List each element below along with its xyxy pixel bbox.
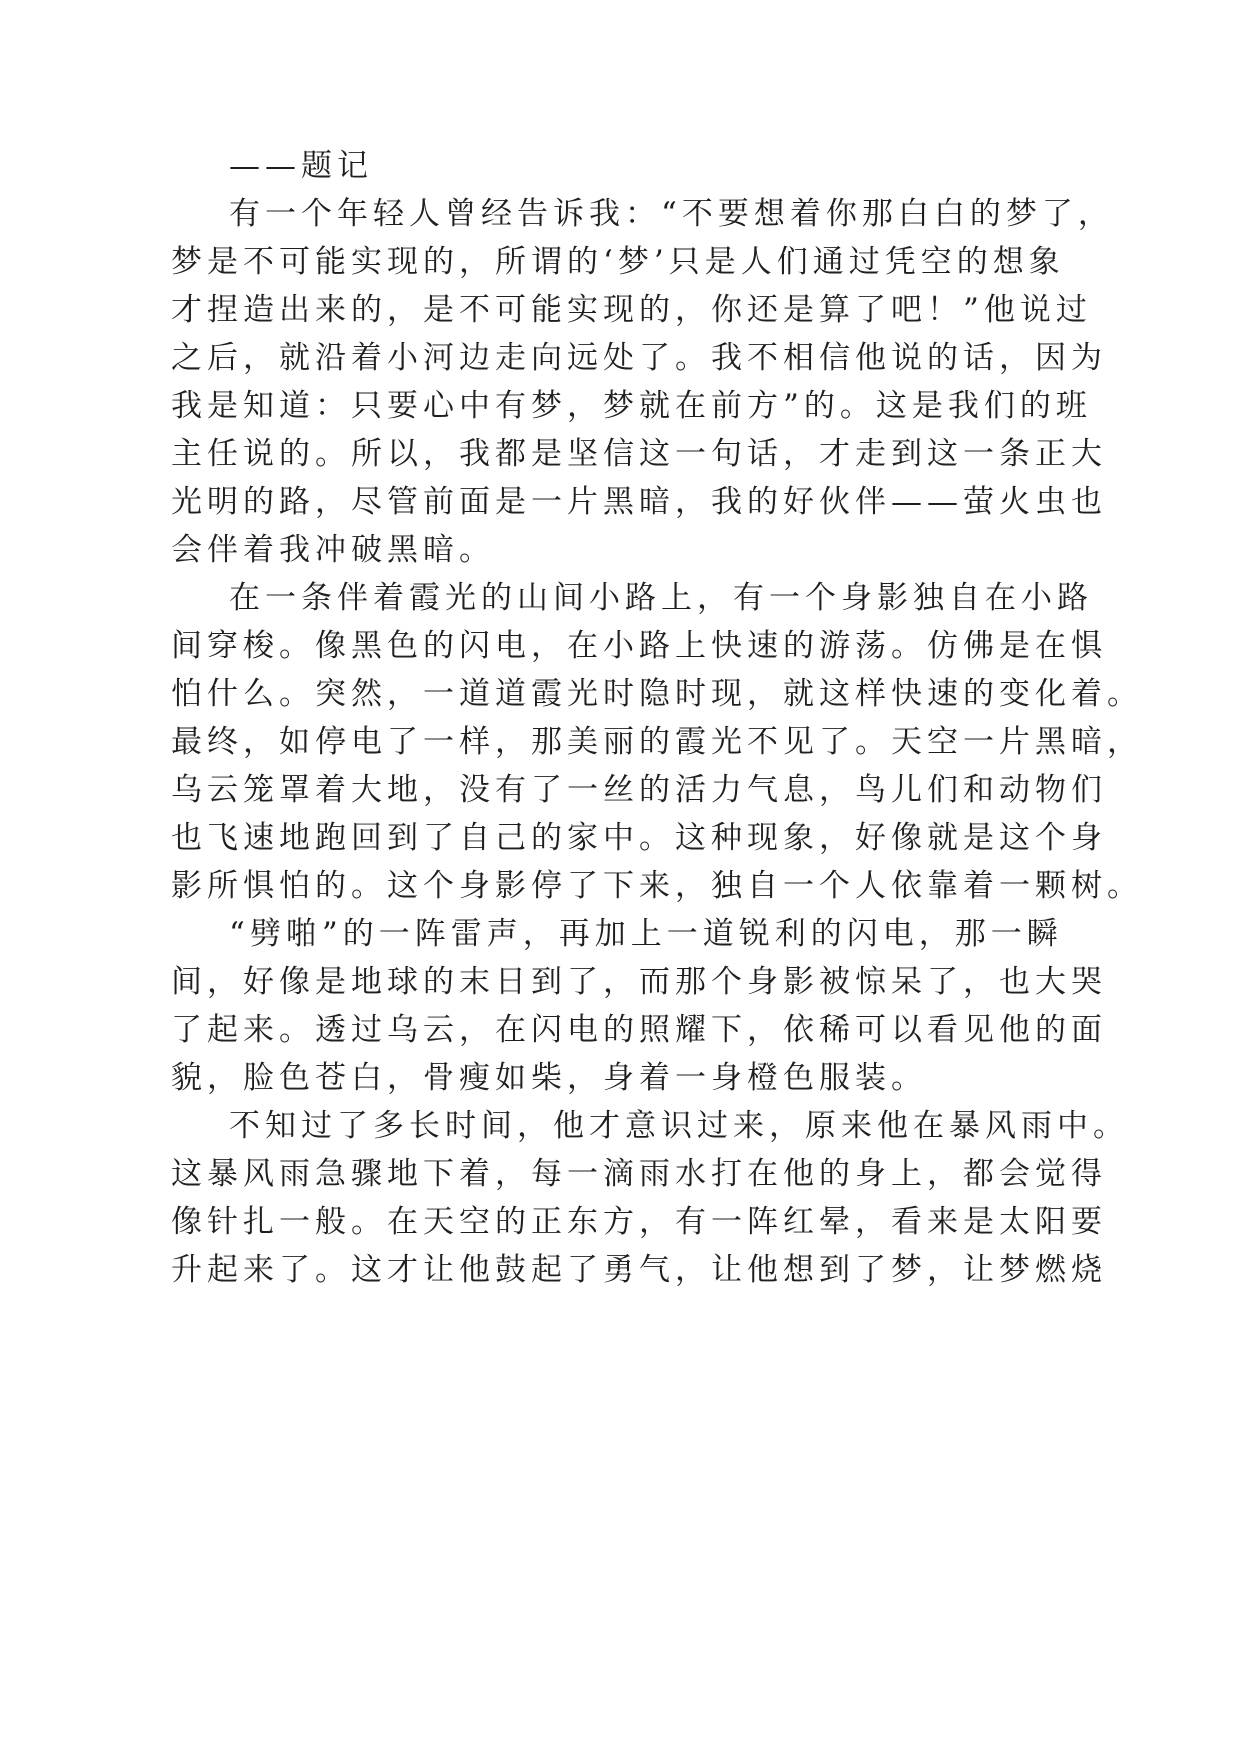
text-line: 之后，就沿着小河边走向远处了。我不相信他说的话，因为 — [171, 340, 1107, 376]
text-line: “劈啪”的一阵雷声，再加上一道锐利的闪电，那一瞬 — [229, 916, 1063, 952]
text-line: 影所惧怕的。这个身影停了下来，独自一个人依靠着一颗树。 — [171, 868, 1143, 904]
text-line: 主任说的。所以，我都是坚信这一句话，才走到这一条正大 — [171, 436, 1107, 472]
text-line: 间，好像是地球的末日到了，而那个身影被惊呆了，也大哭 — [171, 964, 1107, 1000]
text-line: 会伴着我冲破黑暗。 — [171, 532, 495, 568]
text-line: 最终，如停电了一样，那美丽的霞光不见了。天空一片黑暗， — [171, 724, 1143, 760]
text-line: 间穿梭。像黑色的闪电，在小路上快速的游荡。仿佛是在惧 — [171, 628, 1107, 664]
text-line: 我是知道：只要心中有梦，梦就在前方”的。这是我们的班 — [171, 388, 1092, 424]
text-line: 不知过了多长时间，他才意识过来，原来他在暴风雨中。 — [229, 1108, 1129, 1144]
text-line: 有一个年轻人曾经告诉我：“不要想着你那白白的梦了， — [229, 196, 1114, 232]
text-line: 光明的路，尽管前面是一片黑暗，我的好伙伴——萤火虫也 — [171, 484, 1107, 520]
text-line: 像针扎一般。在天空的正东方，有一阵红晕，看来是太阳要 — [171, 1204, 1107, 1240]
text-line: 了起来。透过乌云，在闪电的照耀下，依稀可以看见他的面 — [171, 1012, 1107, 1048]
text-line: 怕什么。突然，一道道霞光时隐时现，就这样快速的变化着。 — [171, 676, 1143, 712]
text-line: 才捏造出来的，是不可能实现的，你还是算了吧！”他说过 — [171, 292, 1092, 328]
epigraph-line: ——题记 — [229, 148, 373, 184]
text-line: 也飞速地跑回到了自己的家中。这种现象，好像就是这个身 — [171, 820, 1107, 856]
text-line: 在一条伴着霞光的山间小路上，有一个身影独自在小路 — [229, 580, 1093, 616]
text-line: 这暴风雨急骤地下着，每一滴雨水打在他的身上，都会觉得 — [171, 1156, 1107, 1192]
text-line: 梦是不可能实现的，所谓的‘梦’只是人们通过凭空的想象 — [171, 244, 1065, 280]
text-line: 貌，脸色苍白，骨瘦如柴，身着一身橙色服装。 — [171, 1060, 927, 1096]
text-line: 乌云笼罩着大地，没有了一丝的活力气息，鸟儿们和动物们 — [171, 772, 1107, 808]
text-line: 升起来了。这才让他鼓起了勇气，让他想到了梦，让梦燃烧 — [171, 1252, 1107, 1288]
